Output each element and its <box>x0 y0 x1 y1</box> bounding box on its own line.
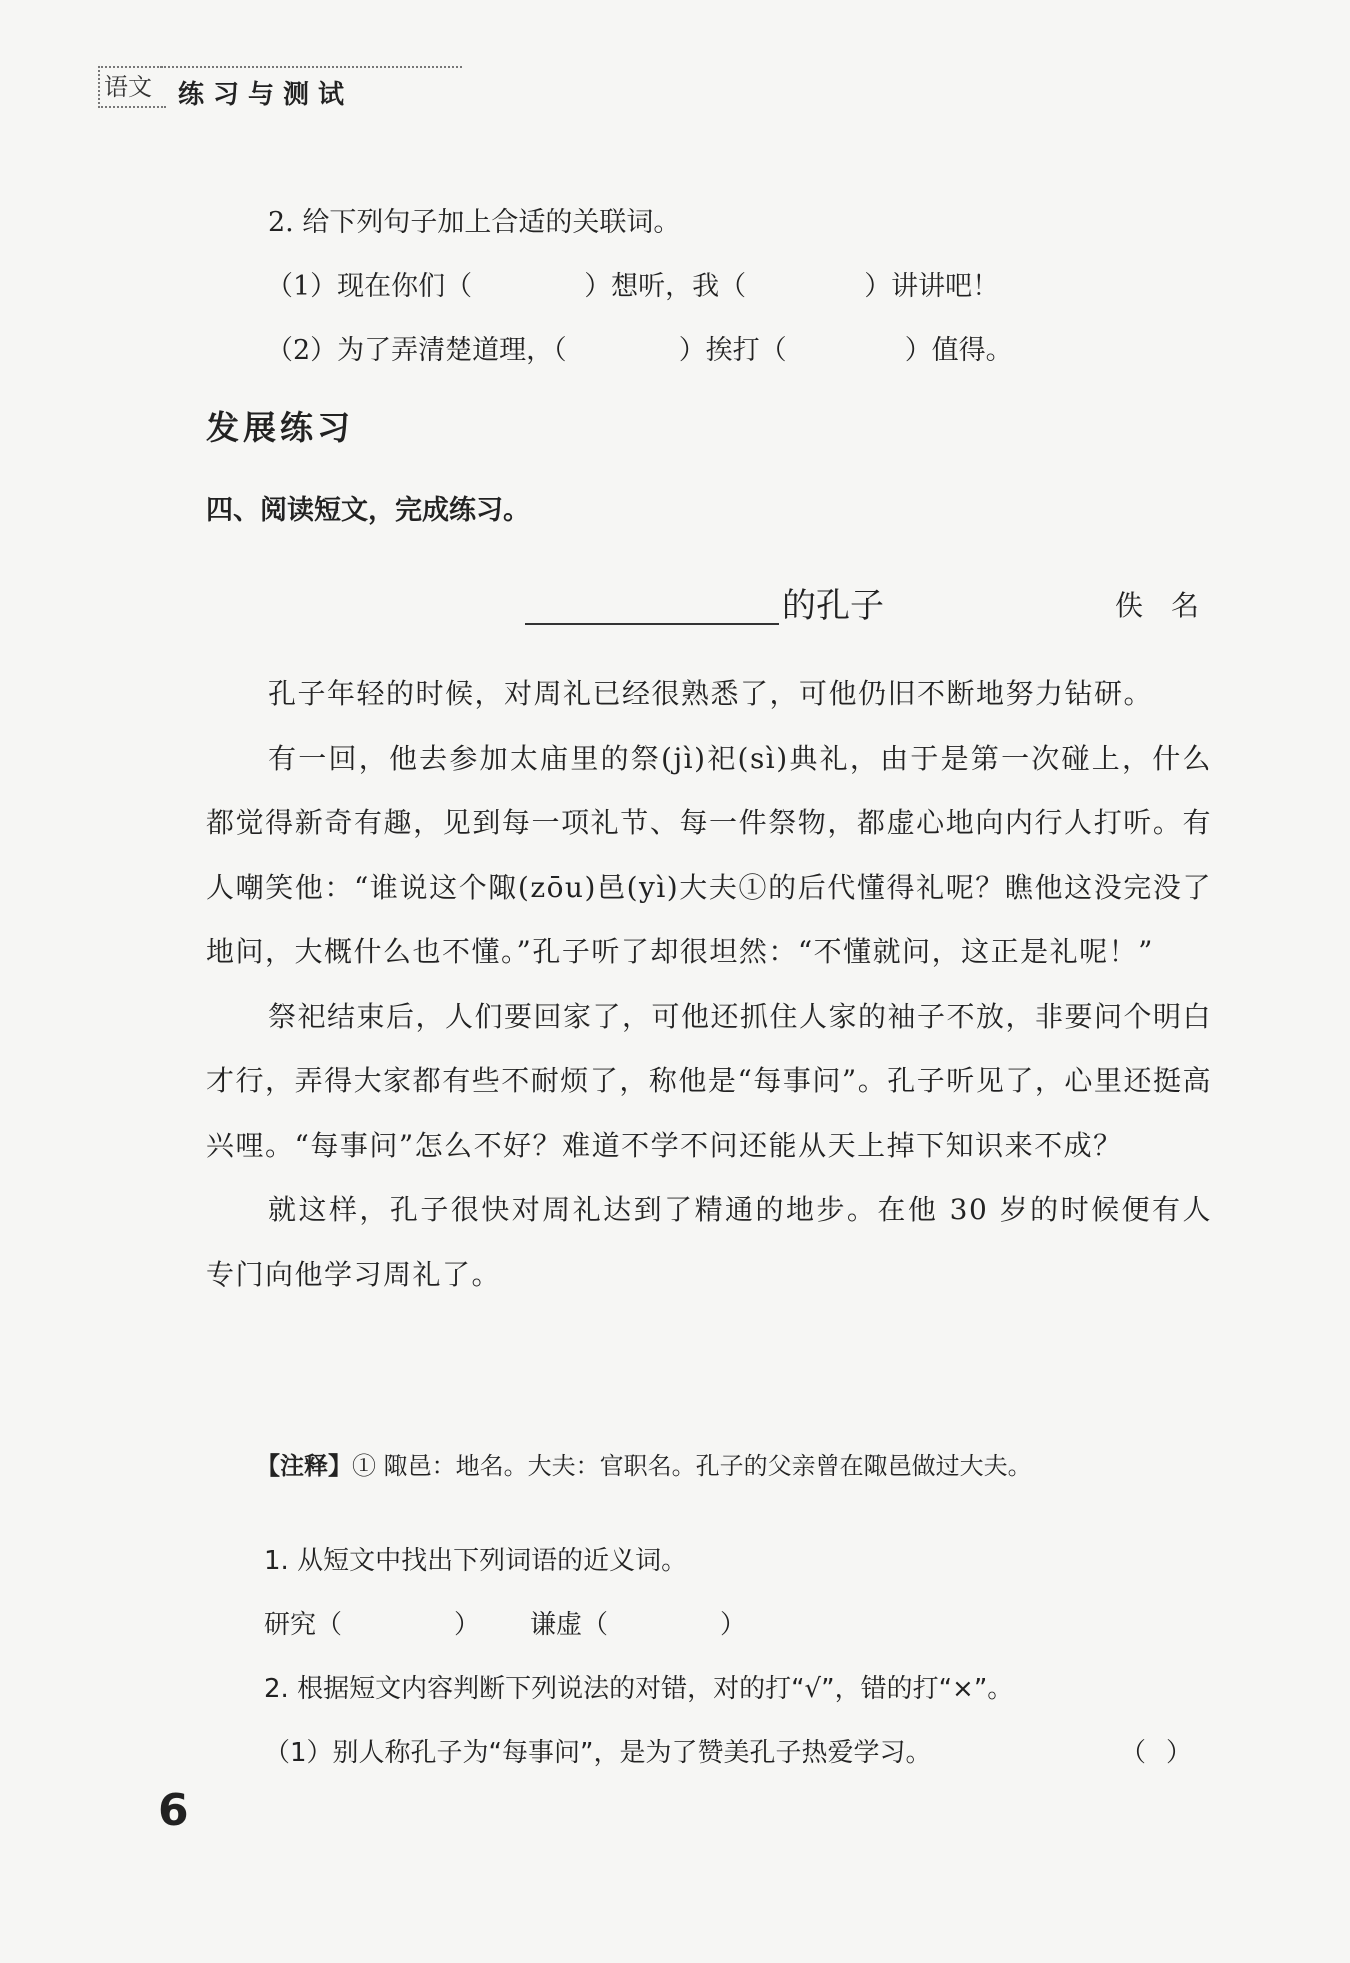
footnote <box>256 1446 1032 1481</box>
answer-paren-open: （ <box>1120 1738 1147 1768</box>
section-title: 发展练习 <box>206 408 354 447</box>
exercise1-prompt: 1. 从短文中找出下列词语的近义词。 <box>264 1546 688 1576</box>
article-paragraph: 孔子年轻的时候，对周礼已经很熟悉了，可他仍旧不断地努力钻研。 <box>268 677 1154 710</box>
article-title: 的孔子 <box>782 586 884 626</box>
q2-item2-part-b: ）挨打（ <box>678 335 787 366</box>
q2-item1-part-b: ）想听，我（ <box>584 271 747 302</box>
exercise2-item1-answer[interactable] <box>1120 1732 1192 1769</box>
q2-item2 <box>266 328 1013 367</box>
exercise1-words <box>264 1604 746 1641</box>
word1-label: 研究（ <box>264 1610 343 1640</box>
q2-item2-part-c: ）值得。 <box>904 335 1013 366</box>
page-number: 6 <box>158 1785 189 1836</box>
q2-item1 <box>266 264 999 303</box>
article-paragraph: 有一回，他去参加太庙里的祭(jì)祀(sì)典礼，由于是第一次碰上，什么都觉得新奇有趣，见到每一项礼节、每一件祭物，都虚心地向内行人打听。有人嘲笑他：“谁说这个陬(zōu)邑(yì)大夫①的后代懂得礼呢？瞧他这没完没了地问，大概什么也不懂。”孔子听了却很坦然：“不懂就问，这正是礼呢！” <box>206 741 1212 968</box>
subject-label: 语文 <box>98 66 166 108</box>
article-paragraph: 祭祀结束后，人们要回家了，可他还抓住人家的袖子不放，非要问个明白才行，弄得大家都有些不耐烦了，称他是“每事问”。孔子听见了，心里还挺高兴哩。“每事问”怎么不好？难道不学不问还能从天上掉下知识来不成？ <box>206 999 1213 1162</box>
article-body <box>206 662 1212 1307</box>
answer-paren-close: ） <box>1166 1738 1193 1768</box>
article-paragraph: 就这样，孔子很快对周礼达到了精通的地步。在他 30 岁的时候便有人专门向他学习周礼了。 <box>206 1193 1212 1291</box>
exercise2-prompt: 2. 根据短文内容判断下列说法的对错，对的打“√”，错的打“×”。 <box>264 1674 1014 1704</box>
q2-item1-part-c: ）讲讲吧！ <box>864 271 1000 302</box>
q2-item1-part-a: （1）现在你们（ <box>266 271 473 302</box>
part4-title: 四、阅读短文，完成练习。 <box>206 495 530 526</box>
q2-prompt: 2. 给下列句子加上合适的关联词。 <box>268 207 681 238</box>
article-title-blank[interactable] <box>525 623 779 625</box>
word2-label: 谦虚（ <box>530 1610 609 1640</box>
word2-close: ） <box>720 1610 747 1640</box>
book-title: 练习与测试 <box>178 80 354 110</box>
q2-item2-part-a: （2）为了弄清楚道理，（ <box>266 335 567 366</box>
header-dotted-line <box>160 66 462 68</box>
article-author: 佚 名 <box>1115 589 1200 622</box>
footnote-text: ① 陬邑：地名。大夫：官职名。孔子的父亲曾在陬邑做过大夫。 <box>352 1452 1032 1480</box>
page-header <box>98 64 364 108</box>
footnote-label: 【注释】 <box>256 1452 352 1480</box>
exercise2-item1: （1）别人称孔子为“每事问”，是为了赞美孔子热爱学习。 <box>264 1738 932 1768</box>
word1-close: ） <box>454 1610 481 1640</box>
